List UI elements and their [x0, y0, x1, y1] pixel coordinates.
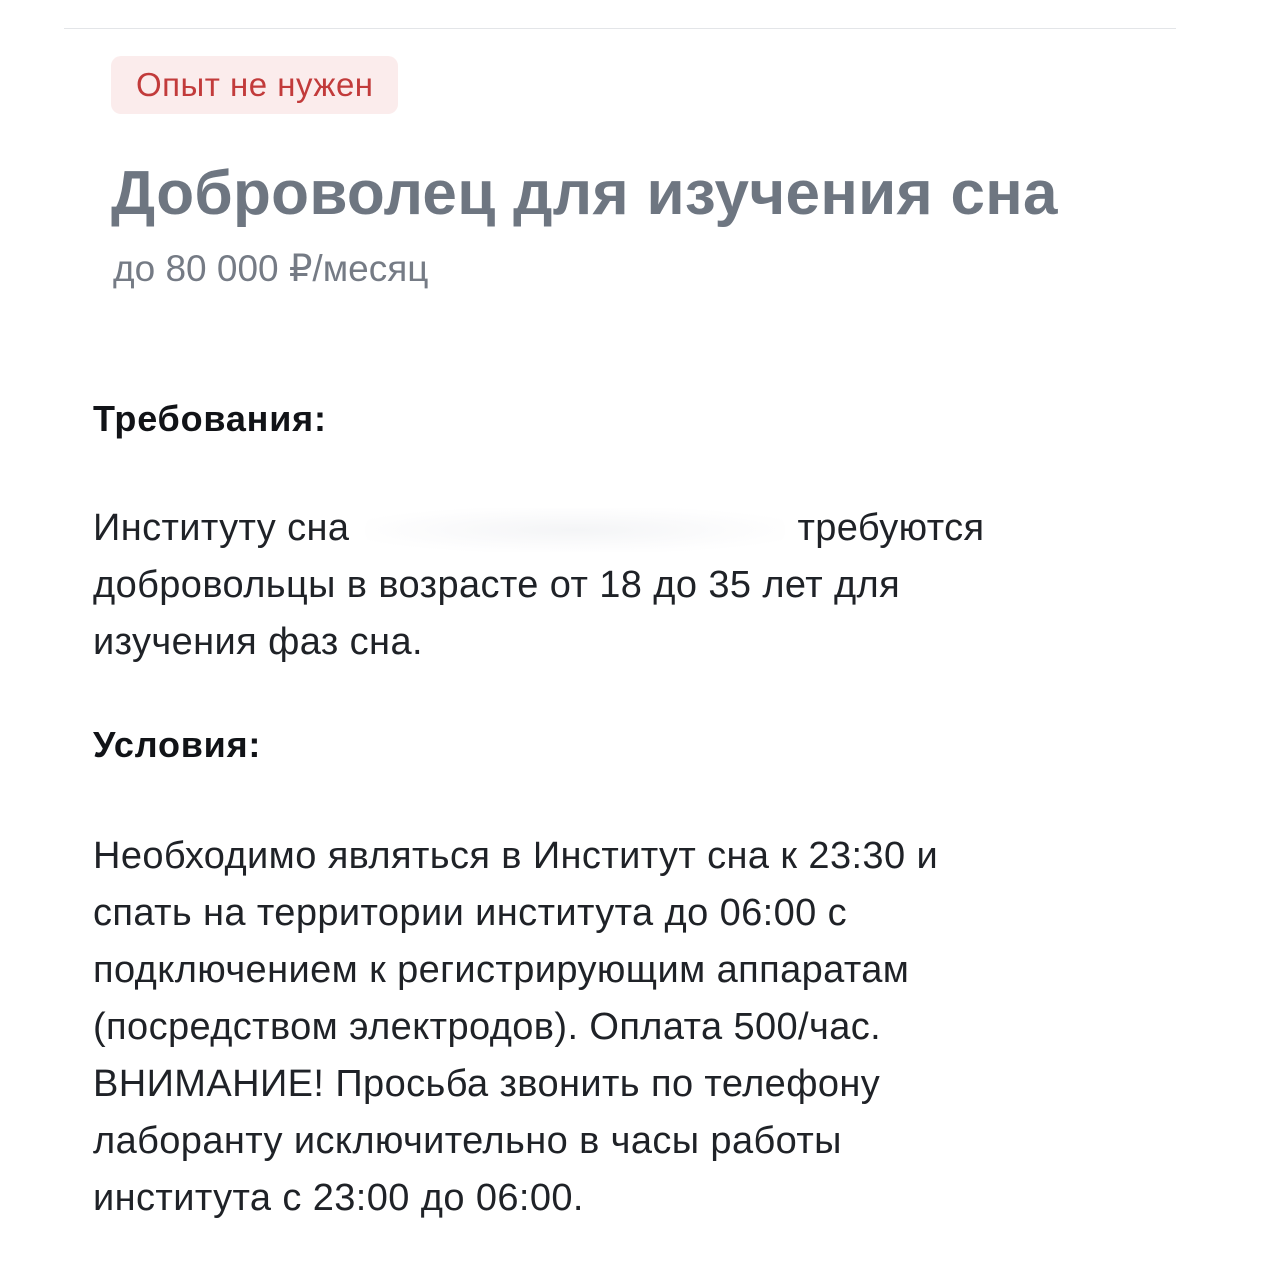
- conditions-line: лаборанту исключительно в часы работы: [93, 1120, 842, 1162]
- vacancy-title: Доброволец для изучения сна: [111, 159, 1058, 228]
- requirements-line-start: Институту сна: [93, 507, 350, 549]
- conditions-line: (посредством электродов). Оплата 500/час.: [93, 1006, 882, 1048]
- requirements-line: [93, 500, 984, 557]
- requirements-line-end: требуются: [797, 507, 985, 549]
- experience-badge: Опыт не нужен: [111, 56, 398, 114]
- requirements-text: [93, 500, 984, 671]
- salary-text: до 80 000 ₽/месяц: [113, 248, 429, 289]
- conditions-line: спать на территории института до 06:00 с: [93, 892, 848, 934]
- conditions-line: Необходимо являться в Институт сна к 23:30 и: [93, 835, 939, 877]
- conditions-heading: Условия:: [93, 724, 262, 765]
- top-divider: [64, 28, 1176, 29]
- requirements-line: добровольцы в возрасте от 18 до 35 лет для: [93, 564, 901, 606]
- requirements-line: изучения фаз сна.: [93, 621, 423, 663]
- conditions-text: [93, 828, 938, 1227]
- conditions-line: института с 23:00 до 06:00.: [93, 1177, 584, 1219]
- redacted-region: [365, 508, 785, 552]
- conditions-line: подключением к регистрирующим аппаратам: [93, 949, 910, 991]
- conditions-line: ВНИМАНИЕ! Просьба звонить по телефону: [93, 1063, 881, 1105]
- requirements-heading: Требования:: [93, 398, 327, 439]
